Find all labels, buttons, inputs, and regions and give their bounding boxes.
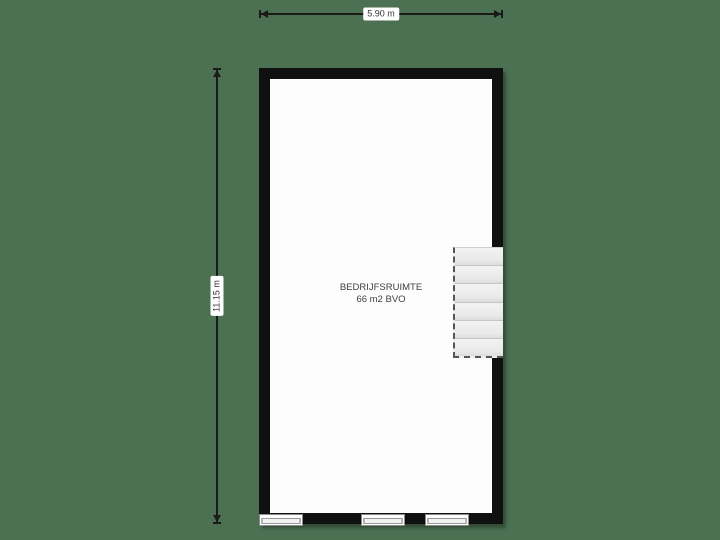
stair-tread: [455, 266, 503, 284]
room-area: 66 m2 BVO: [356, 294, 406, 305]
dimension-line-width: [259, 9, 503, 19]
window-symbol: [361, 514, 405, 526]
window-pane: [427, 518, 467, 524]
arrow-down-icon: [213, 515, 221, 522]
window-pane: [261, 518, 301, 524]
room-name: BEDRIJFSRUIMTE: [339, 282, 423, 293]
stair-tread: [455, 248, 503, 266]
staircase: [453, 247, 503, 358]
building-outline: [259, 68, 503, 524]
width-dimension-label: 5.90 m: [363, 8, 399, 21]
stair-tread: [455, 284, 503, 302]
stair-tread: [455, 303, 503, 321]
height-dimension-label: 11.15 m: [211, 276, 224, 316]
window-symbol: [259, 514, 303, 526]
stair-tread: [455, 339, 503, 356]
arrow-up-icon: [213, 70, 221, 77]
window-pane: [363, 518, 403, 524]
arrow-right-icon: [494, 10, 501, 18]
stair-tread: [455, 321, 503, 339]
room-floor: [270, 79, 492, 513]
arrow-left-icon: [261, 10, 268, 18]
dimension-line-height: [212, 68, 222, 524]
window-symbol: [425, 514, 469, 526]
